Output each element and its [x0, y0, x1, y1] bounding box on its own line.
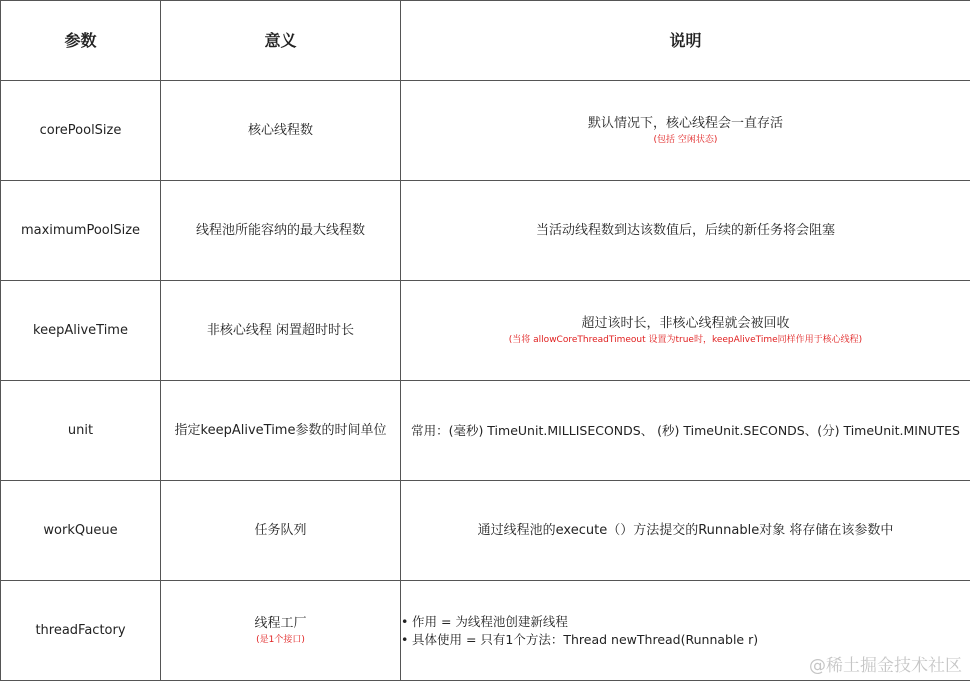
meaning-cell: 非核心线程 闲置超时时长 — [161, 281, 401, 381]
param-cell: corePoolSize — [1, 81, 161, 181]
param-cell: maximumPoolSize — [1, 181, 161, 281]
bullet-item — [401, 613, 966, 631]
watermark: @稀土掘金技术社区 — [809, 651, 962, 676]
table-row — [1, 281, 970, 381]
meaning-cell: 任务队列 — [161, 481, 401, 581]
table-row — [1, 381, 970, 481]
header-meaning: 意义 — [161, 1, 401, 81]
bullet-text: 具体使用 = 只有1个方法：Thread newThread(Runnable r) — [412, 632, 758, 647]
desc-cell: 当活动线程数到达该数值后，后续的新任务将会阻塞 — [401, 181, 970, 281]
table-row — [1, 81, 970, 181]
meaning-cell: 核心线程数 — [161, 81, 401, 181]
meaning-cell — [161, 581, 401, 681]
bullet-dot-icon: • — [401, 631, 412, 649]
bullet-item — [401, 631, 966, 649]
bullet-text: 作用 = 为线程池创建新线程 — [412, 614, 568, 629]
desc-note: (包括 空闲状态) — [405, 134, 966, 147]
desc-note: (当将 allowCoreThreadTimeout 设置为true时，keepAliveTime同样作用于核心线程) — [405, 334, 966, 347]
desc-text: 默认情况下，核心线程会一直存活 — [588, 116, 783, 131]
bullet-dot-icon: • — [401, 613, 412, 631]
desc-text: 超过该时长，非核心线程就会被回收 — [581, 316, 789, 331]
meaning-cell: 线程池所能容纳的最大线程数 — [161, 181, 401, 281]
meaning-cell: 指定keepAliveTime参数的时间单位 — [161, 381, 401, 481]
header-param: 参数 — [1, 1, 161, 81]
header-row — [1, 1, 970, 81]
param-cell: keepAliveTime — [1, 281, 161, 381]
desc-cell: 通过线程池的execute（）方法提交的Runnable对象 将存储在该参数中 — [401, 481, 970, 581]
header-desc: 说明 — [401, 1, 970, 81]
table-row — [1, 481, 970, 581]
param-cell: unit — [1, 381, 161, 481]
param-cell: threadFactory — [1, 581, 161, 681]
desc-cell — [401, 81, 970, 181]
desc-cell: 常用：(毫秒) TimeUnit.MILLISECONDS、 (秒) TimeUnit.SECONDS、(分) TimeUnit.MINUTES — [401, 381, 970, 481]
param-cell: workQueue — [1, 481, 161, 581]
table-row — [1, 181, 970, 281]
meaning-text: 线程工厂 — [254, 616, 306, 631]
meaning-note: (是1个接口) — [165, 634, 396, 647]
desc-cell — [401, 281, 970, 381]
